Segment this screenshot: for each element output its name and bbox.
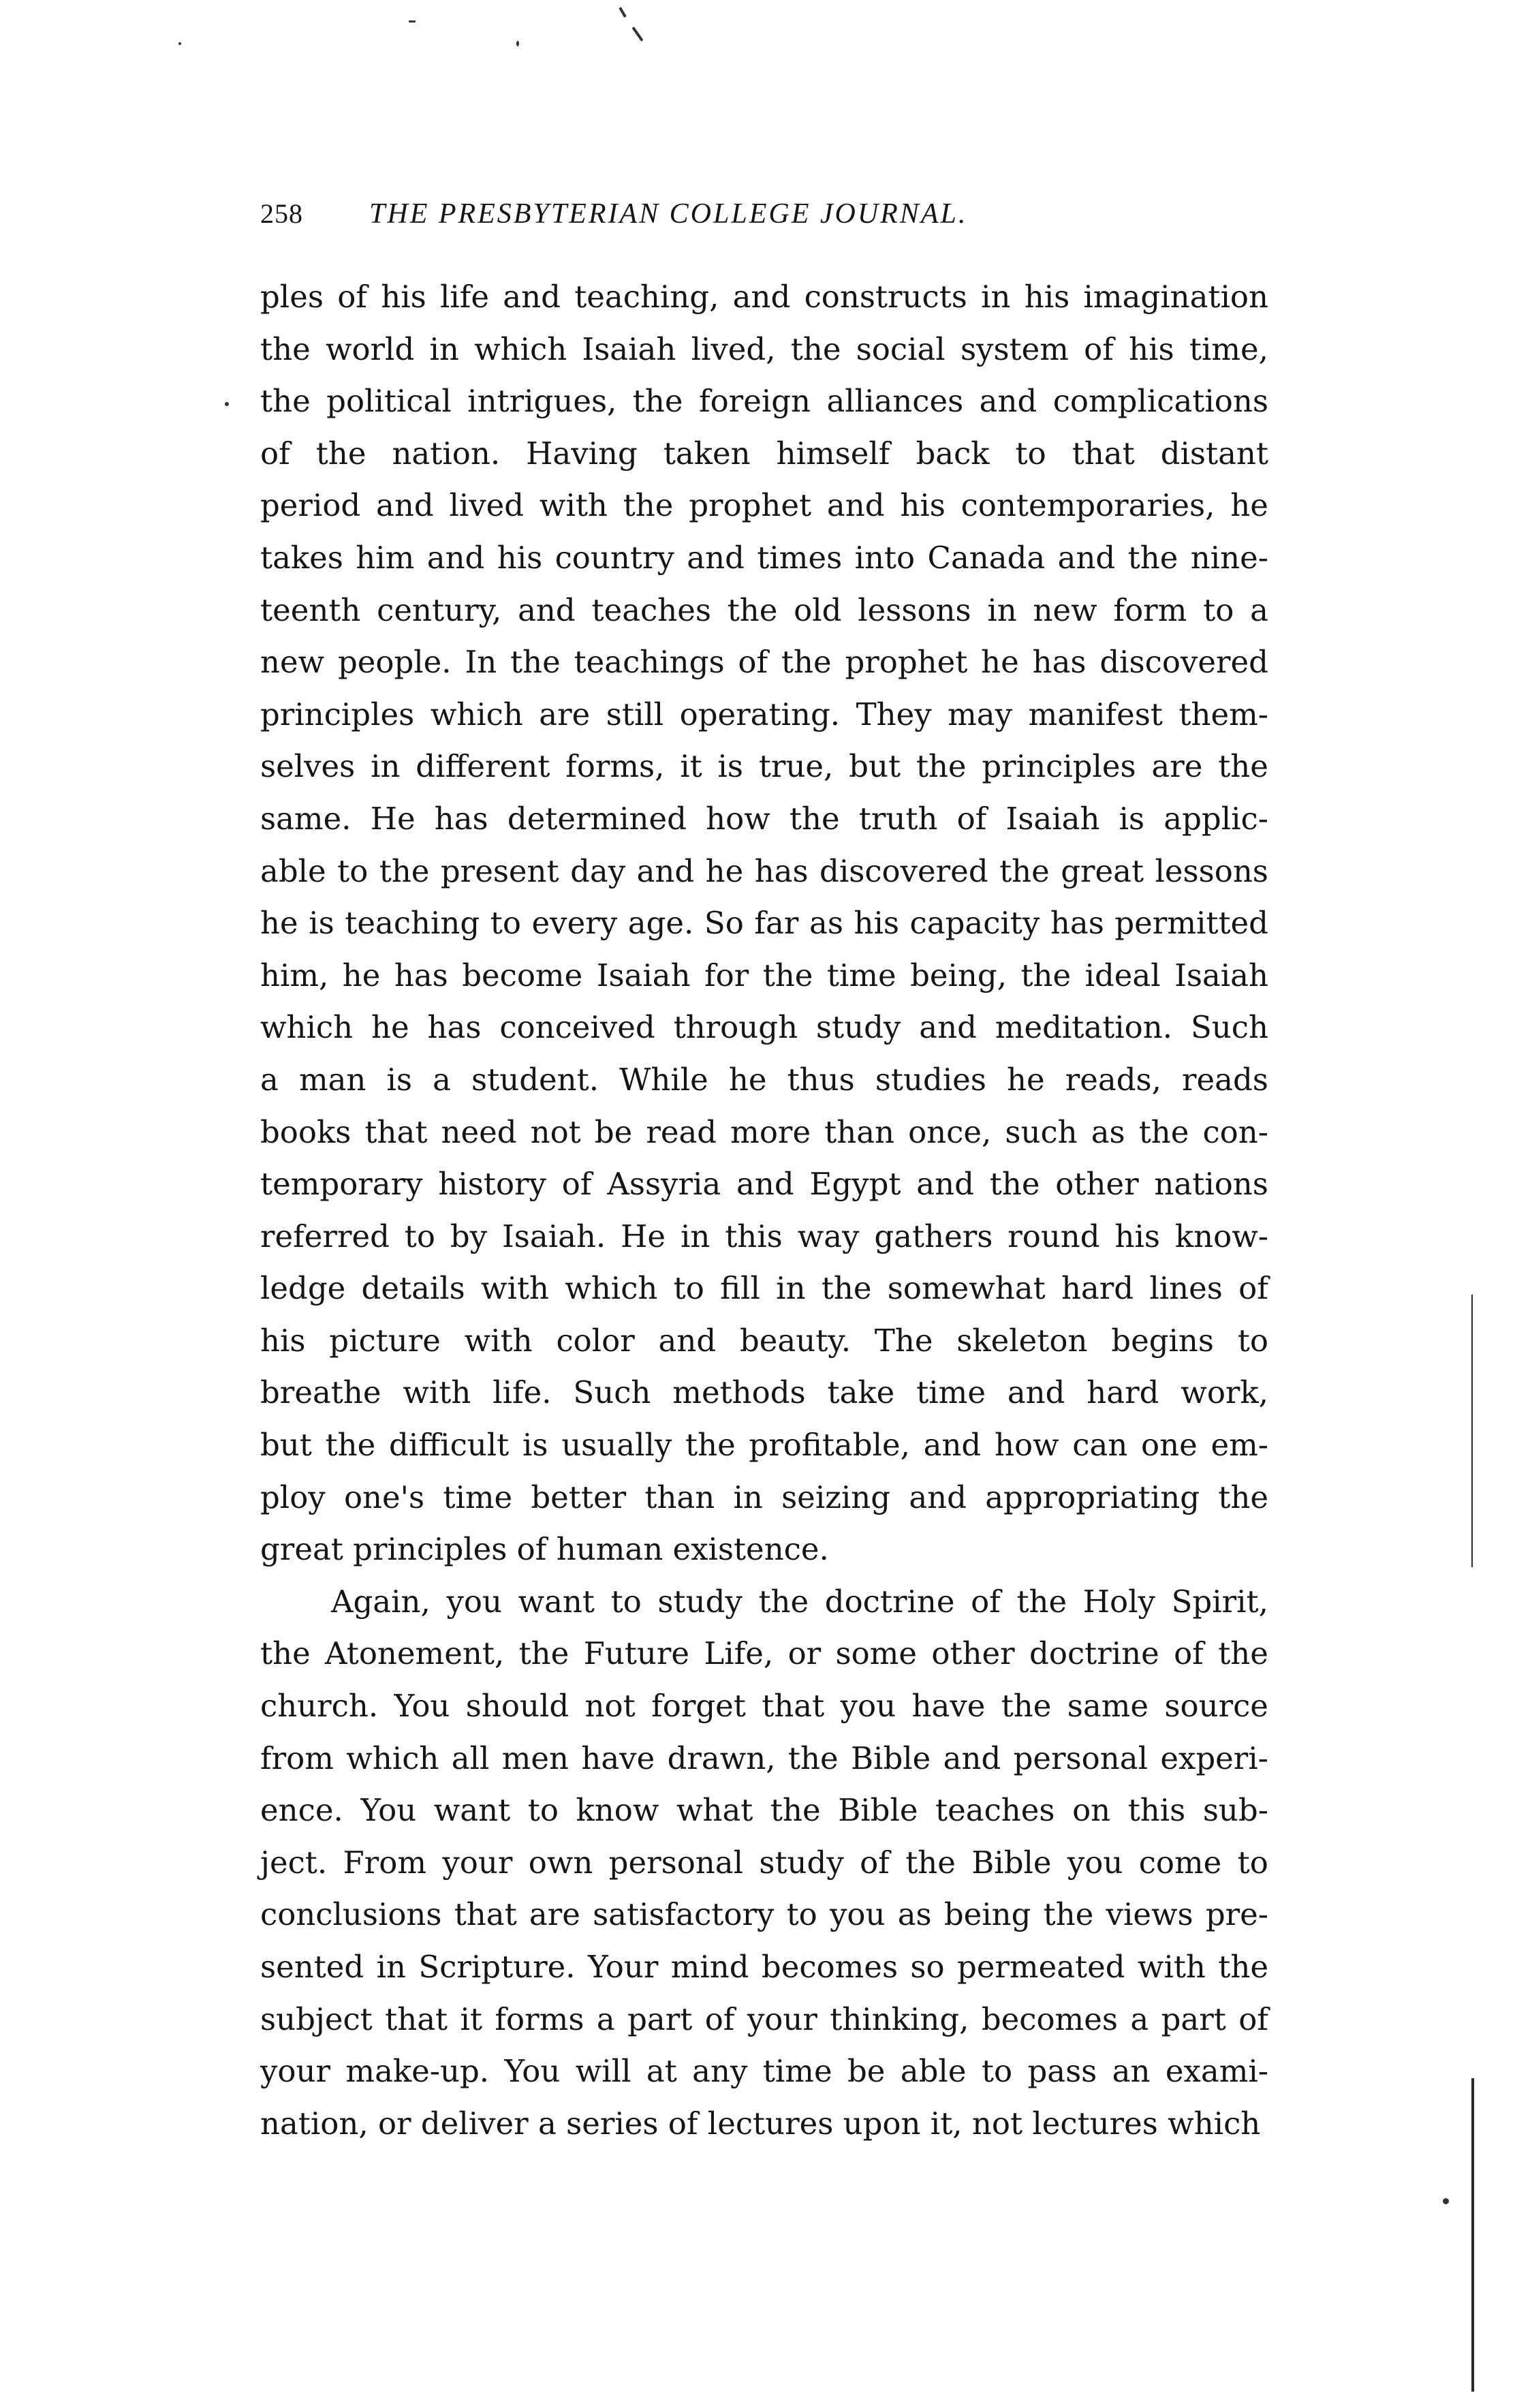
text-line: Again, you want to study the doctrine of the Holy Spirit, xyxy=(331,1583,1268,1620)
scan-speck xyxy=(516,41,519,46)
text-line: period and lived with the prophet and his contemporaries, he xyxy=(260,487,1268,524)
text-line: breathe with life. Such methods take time and hard work, xyxy=(260,1374,1268,1411)
scan-speck xyxy=(409,20,416,22)
text-line: of the nation. Having taken himself back to that distant xyxy=(260,435,1268,472)
text-line: new people. In the teachings of the prophet he has discovered xyxy=(260,644,1268,681)
text-line: his picture with color and beauty. The skeleton begins to xyxy=(260,1322,1268,1359)
scan-speck xyxy=(1443,2198,1449,2204)
text-line: selves in different forms, it is true, but the principles are the xyxy=(260,748,1268,785)
text-line: books that need not be read more than once, such as the con- xyxy=(260,1113,1268,1150)
text-line: from which all men have drawn, the Bible and personal experi- xyxy=(260,1740,1268,1776)
text-line: ledge details with which to fill in the somewhat hard lines of xyxy=(260,1270,1268,1307)
text-line: teenth century, and teaches the old lessons in new form to a xyxy=(260,591,1268,628)
scan-speck xyxy=(178,42,181,45)
text-line: he is teaching to every age. So far as his capacity has permitted xyxy=(260,905,1268,942)
text-line: ples of his life and teaching, and constructs in his imagination xyxy=(260,279,1268,315)
scan-edge-line xyxy=(1471,1295,1473,1567)
text-line: ject. From your own personal study of the Bible you come to xyxy=(260,1844,1268,1881)
text-line: the Atonement, the Future Life, or some other doctrine of the xyxy=(260,1635,1268,1672)
text-line: great principles of human existence. xyxy=(260,1531,829,1568)
text-line: temporary history of Assyria and Egypt and the other nations xyxy=(260,1166,1268,1203)
text-line: ploy one's time better than in seizing and appropriating the xyxy=(260,1479,1268,1515)
text-line: nation, or deliver a series of lectures upon it, not lectures which xyxy=(260,2105,1261,2142)
text-line: a man is a student. While he thus studies he reads, reads xyxy=(260,1061,1268,1098)
text-line: able to the present day and he has discovered the great lessons xyxy=(260,852,1268,889)
text-line: the political intrigues, the foreign alliances and complications xyxy=(260,383,1268,420)
scan-speck xyxy=(225,402,229,406)
text-line: him, he has become Isaiah for the time being, the ideal Isaiah xyxy=(260,957,1268,993)
text-line: subject that it forms a part of your thinking, becomes a part of xyxy=(260,2001,1268,2037)
text-line: your make-up. You will at any time be able to pass an exami- xyxy=(260,2053,1268,2090)
text-line: sented in Scripture. Your mind becomes so permeated with the xyxy=(260,1949,1268,1985)
scan-speck xyxy=(619,7,626,18)
running-head xyxy=(260,198,1268,245)
text-line: referred to by Isaiah. He in this way gathers round his know- xyxy=(260,1218,1268,1254)
text-line: church. You should not forget that you have the same source xyxy=(260,1688,1268,1725)
text-line: same. He has determined how the truth of Isaiah is applic- xyxy=(260,800,1268,837)
text-line: takes him and his country and times into Canada and the nine- xyxy=(260,539,1268,576)
text-line: ence. You want to know what the Bible teaches on this sub- xyxy=(260,1792,1268,1829)
scan-speck xyxy=(631,27,643,42)
text-line: which he has conceived through study and meditation. Such xyxy=(260,1009,1268,1046)
text-line: the world in which Isaiah lived, the social system of his time, xyxy=(260,330,1268,367)
body-text xyxy=(260,271,1268,2150)
journal-title: THE PRESBYTERIAN COLLEGE JOURNAL. xyxy=(369,198,968,230)
text-line: principles which are still operating. They may manifest them- xyxy=(260,696,1268,732)
text-line: conclusions that are satisfactory to you as being the views pre- xyxy=(260,1896,1268,1933)
page-number: 258 xyxy=(260,198,303,229)
scan-edge-line xyxy=(1471,2078,1474,2392)
text-line: but the difficult is usually the profitable, and how can one em- xyxy=(260,1427,1268,1464)
